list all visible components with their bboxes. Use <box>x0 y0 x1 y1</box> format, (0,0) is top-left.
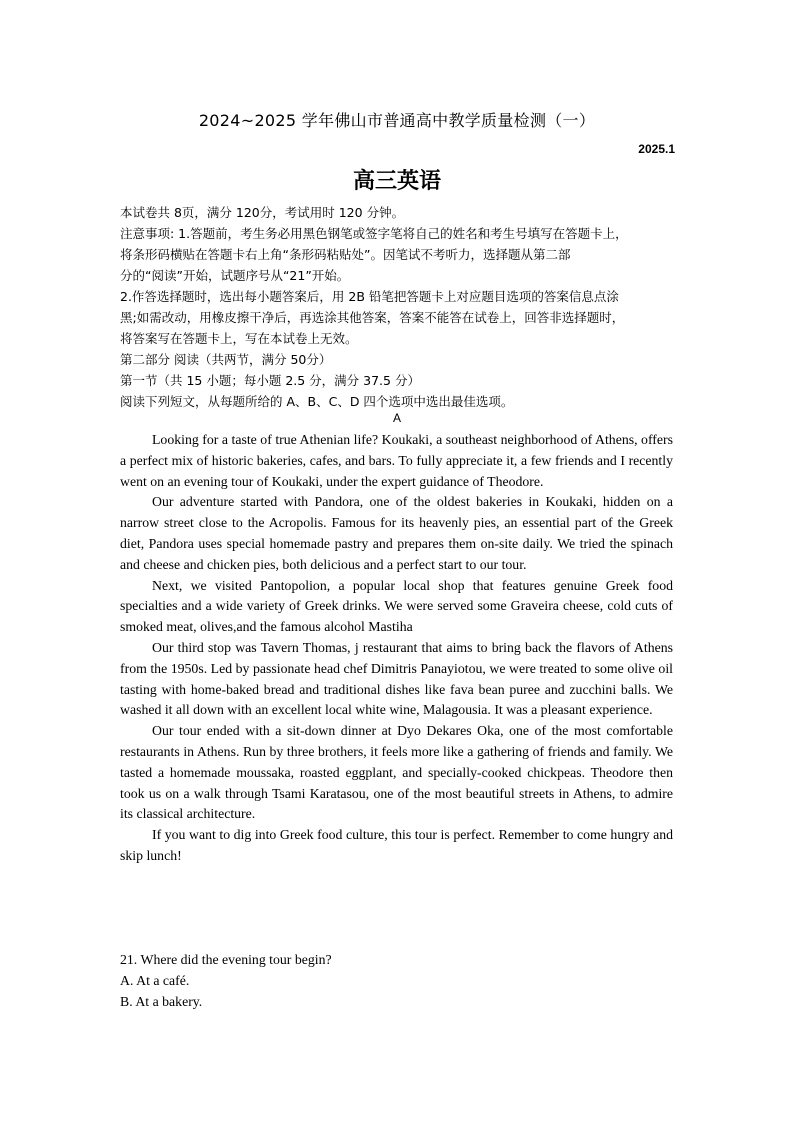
instruction-line: 2.作答选择题时，选出每小题答案后，用 2B 铅笔把答题卡上对应题目选项的答案信息点涂 <box>120 289 619 304</box>
instruction-line: 注意事项: 1.答题前，考生务必用黑色钢笔或签字笔将自己的姓名和考生号填写在答题卡上， <box>120 226 628 241</box>
reading-passage <box>120 430 673 867</box>
exam-instructions <box>120 202 680 412</box>
passage-paragraph: If you want to dig into Greek food culture, this tour is perfect. Remember to come hungry and skip lunch! <box>120 827 673 863</box>
passage-paragraph: Our third stop was Tavern Thomas, j restaurant that aims to bring back the flavors of Athens from the 1950s. Led by passionate head chef Dimitris Panayiotou, we were treated to some olive oil tasting with home-baked bread and traditional dishes like fava bean puree and zucchini balls. We washed it all down with an excellent local white wine, Malagousia. It was a pleasant experience. <box>120 639 673 718</box>
passage-paragraph: Next, we visited Pantopolion, a popular local shop that features genuine Greek food specialties and a wide variety of Greek drinks. We were served some Graveira cheese, cold cuts of smoked meat, olives,and the famous alcohol Mastiha <box>120 577 673 635</box>
reading-directions: 阅读下列短文，从每题所给的 A、B、C、D 四个选项中选出最佳选项。 <box>120 394 514 409</box>
subsection-heading: 第一节（共 15 小题；每小题 2.5 分，满分 37.5 分） <box>120 373 420 388</box>
instruction-line: 将条形码横贴在答题卡右上角“条形码粘贴处”。因笔试不考听力，选择题从第二部 <box>120 247 571 262</box>
exam-title: 2024~2025 学年佛山市普通高中教学质量检测（一） <box>198 111 596 130</box>
instruction-line: 将答案写在答题卡上，写在本试卷上无效。 <box>120 331 358 346</box>
instruction-line: 本试卷共 8页，满分 120分，考试用时 120 分钟。 <box>120 205 405 220</box>
subject-title: 高三英语 <box>352 168 441 194</box>
question-stem: 21. Where did the evening tour begin? <box>120 952 332 967</box>
answer-option-a: A. At a café. <box>120 972 190 988</box>
answer-option-b: B. At a bakery. <box>120 993 203 1009</box>
instruction-line: 分的“阅读”开始，试题序号从“21”开始。 <box>120 268 350 283</box>
section-heading: 第二部分 阅读（共两节，满分 50分） <box>120 352 332 367</box>
passage-paragraph: Looking for a taste of true Athenian life? Koukaki, a southeast neighborhood of Athens, offers a perfect mix of historic bakeries, cafes, and bars. To fully appreciate it, a few friends and I recently went on an evening tour of Koukaki, under the expert guidance of Theodore. <box>120 432 673 489</box>
instruction-line: 黑;如需改动，用橡皮擦干净后，再选涂其他答案，答案不能答在试卷上，回答非选择题时， <box>120 310 625 325</box>
passage-paragraph: Our adventure started with Pandora, one of the oldest bakeries in Koukaki, hidden on a narrow street close to the Acropolis. Famous for its heavenly pies, an essential part of the Greek diet, Pandora uses special homemade pastry and prepares them on-site daily. We tried the spinach and cheese and chicken pies, both delicious and a perfect start to our tour. <box>120 494 673 572</box>
passage-label: A <box>392 411 401 425</box>
question-21 <box>120 950 673 1012</box>
exam-date: 2025.1 <box>638 142 675 156</box>
passage-paragraph: Our tour ended with a sit-down dinner at Dyo Dekares Oka, one of the most comfortable restaurants in Athens. Run by three brothers, it feels more like a gathering of friends and family. We tasted a homemade moussaka, roasted eggplant, and specially-cooked chickpeas. Theodore then took us on a walk through Tsami Karatasou, one of the most beautiful streets in Athens, to admire its classical architecture. <box>120 723 673 822</box>
